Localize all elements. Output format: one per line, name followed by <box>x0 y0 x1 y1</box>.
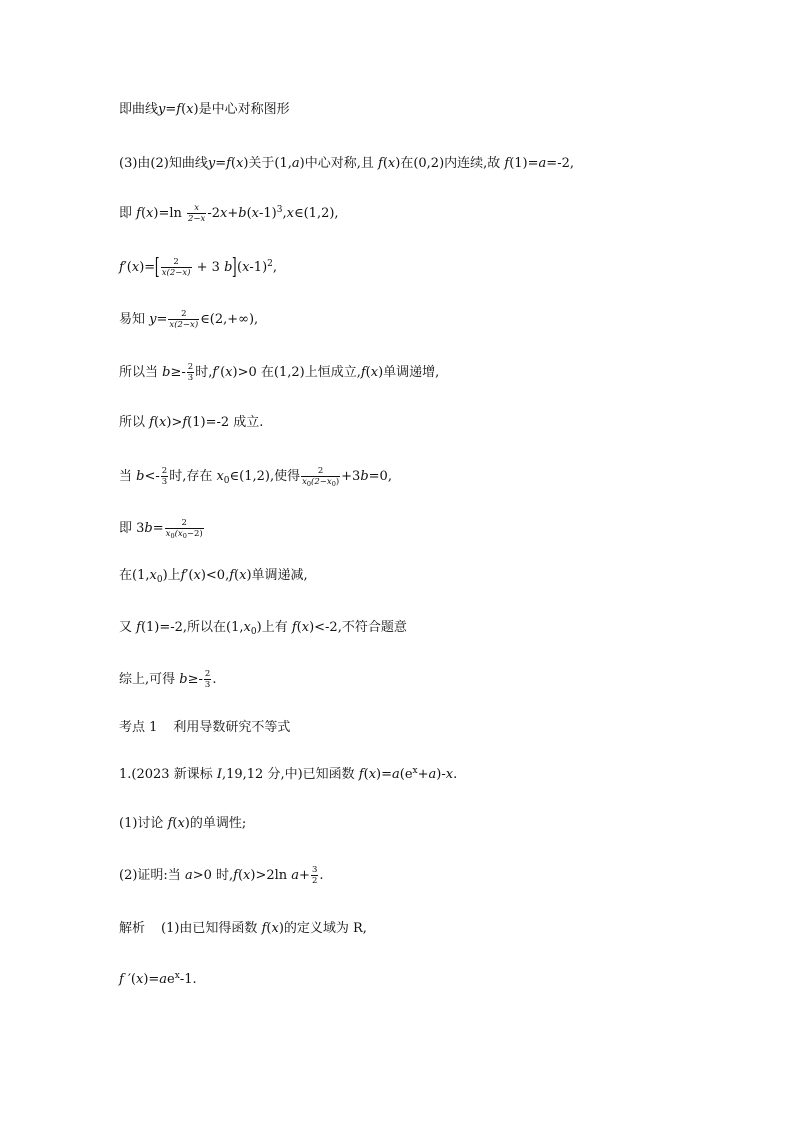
text: )上 <box>162 568 181 583</box>
var: f <box>180 568 186 583</box>
numerator: 2 <box>181 309 187 319</box>
text: )单调递减, <box>246 568 308 583</box>
solution-intro <box>119 920 367 938</box>
var: b <box>224 260 233 275</box>
text: (3)由(2)知曲线 <box>119 156 208 171</box>
var: f <box>504 156 510 171</box>
var: a <box>538 156 547 171</box>
var: x <box>286 206 294 221</box>
text: = <box>215 156 227 171</box>
text: )- <box>436 767 446 782</box>
text: ( <box>172 816 178 831</box>
text: ( <box>140 206 147 221</box>
var: a <box>159 972 168 987</box>
var: a <box>291 156 300 171</box>
text: )关于(1, <box>243 156 292 171</box>
text: (2)证明:当 <box>119 868 185 883</box>
var: x <box>220 206 228 221</box>
text: =0, <box>368 469 392 484</box>
text: = <box>152 521 164 536</box>
var: x <box>135 972 144 987</box>
var: x <box>165 529 171 539</box>
solution-label: 解析 <box>119 921 146 936</box>
var: x <box>216 469 224 484</box>
var: x <box>177 816 185 831</box>
var: y <box>207 156 216 171</box>
text: + 3 <box>192 260 225 275</box>
var: f <box>119 260 124 275</box>
denominator: x(2−x) <box>169 320 199 330</box>
text: )= <box>139 260 156 275</box>
text: ≥- <box>170 365 186 380</box>
text: −2) <box>186 529 203 539</box>
section-number: 考点 1 <box>119 720 158 735</box>
var: f <box>167 816 173 831</box>
var: f <box>212 365 218 380</box>
text: +3 <box>341 469 361 484</box>
text: , <box>282 206 287 221</box>
fraction <box>161 466 168 487</box>
text: 在(1, <box>119 568 150 583</box>
text-line-7 <box>119 414 263 432</box>
var: x <box>159 415 167 430</box>
text: ≥- <box>187 672 203 687</box>
numerator: 3 <box>311 865 318 875</box>
text: = <box>165 102 177 117</box>
var: x <box>243 620 251 635</box>
text-line-4 <box>119 254 278 280</box>
text-line-8 <box>119 466 392 487</box>
text: -1. <box>179 972 197 987</box>
text: ( <box>153 415 160 430</box>
text: ( <box>230 156 236 171</box>
var: f <box>229 568 235 583</box>
var: f <box>360 365 366 380</box>
text-line-12 <box>119 669 216 690</box>
var: a <box>184 868 193 883</box>
var: a <box>291 868 300 883</box>
var: b <box>162 365 171 380</box>
question-2 <box>119 865 324 886</box>
subscript: 0 <box>182 532 187 540</box>
text: = <box>156 312 168 327</box>
var: (2−x <box>311 477 332 487</box>
text: ( <box>246 206 252 221</box>
var: x <box>301 620 310 635</box>
text: =-2, <box>546 156 574 171</box>
text: )单调递增, <box>378 365 440 380</box>
var: x <box>243 868 251 883</box>
var: x <box>236 156 244 171</box>
exponent: x <box>174 971 180 981</box>
text: -1) <box>259 206 277 221</box>
text: + <box>227 206 239 221</box>
var: x <box>445 767 454 782</box>
denominator <box>165 528 204 539</box>
text: )>2ln <box>250 868 292 883</box>
text: )<-2,不符合题意 <box>309 620 407 635</box>
var: a <box>428 767 437 782</box>
var: x <box>225 365 233 380</box>
subscript: 0 <box>170 532 175 540</box>
text: ( <box>181 102 187 117</box>
text: + <box>417 767 429 782</box>
text: ′( <box>123 972 136 987</box>
fraction <box>187 362 194 383</box>
text-line-9 <box>119 518 205 539</box>
text: )中心对称,且 <box>299 156 379 171</box>
text: )> <box>166 415 183 430</box>
text: >0 时, <box>192 868 234 883</box>
problem-statement <box>119 766 457 784</box>
derivative-line <box>119 971 197 989</box>
text: -2 <box>207 206 221 221</box>
var: f <box>291 620 297 635</box>
text-line-10 <box>119 567 308 585</box>
section-heading <box>119 719 290 737</box>
var: b <box>238 206 247 221</box>
var: f <box>149 415 154 430</box>
var: x <box>131 260 140 275</box>
denominator: 3 <box>161 477 168 487</box>
text: )的定义域为 R, <box>278 921 367 936</box>
var: x <box>186 102 194 117</box>
text: )在(0,2)内连续,故 <box>395 156 505 171</box>
text: 易知 <box>119 312 150 327</box>
var: x <box>146 206 154 221</box>
fraction <box>204 669 211 690</box>
denominator: 3 <box>204 680 211 690</box>
fraction <box>301 466 340 487</box>
fraction <box>165 518 204 539</box>
text: ) <box>335 477 340 487</box>
text: , <box>272 260 278 275</box>
text: 综上,可得 <box>119 672 180 687</box>
text: )是中心对称图形 <box>193 102 290 117</box>
text: )>0 在(1,2)上恒成立, <box>232 365 361 380</box>
var: f <box>226 156 231 171</box>
text: (1)=-2,所以在(1, <box>140 620 244 635</box>
fraction <box>161 257 192 278</box>
var: y <box>149 312 157 327</box>
text: 所以当 <box>119 365 163 380</box>
text: 即 <box>119 206 137 221</box>
exponent: x <box>412 766 418 776</box>
text: )= <box>376 767 392 782</box>
text: ( <box>237 868 244 883</box>
numerator: 2 <box>317 466 324 476</box>
text: ( <box>363 767 369 782</box>
subscript: 0 <box>306 480 312 488</box>
var: x <box>149 568 157 583</box>
text-line-11 <box>119 619 407 637</box>
numerator: 2 <box>187 362 194 372</box>
var: b <box>360 469 369 484</box>
question-1 <box>119 815 246 833</box>
text: . <box>212 672 217 687</box>
text: 时,存在 <box>169 469 217 484</box>
numerator: 2 <box>161 466 168 476</box>
var: b <box>144 521 153 536</box>
text-line-3 <box>119 203 339 224</box>
text-line-6 <box>119 362 439 383</box>
denominator: x(2−x) <box>161 268 191 278</box>
text: ∈(2,+∞), <box>200 312 259 327</box>
text-line-2 <box>119 155 574 173</box>
text: 1.(2023 新课标 <box>119 767 217 782</box>
text: e <box>167 972 175 987</box>
var: f <box>176 102 182 117</box>
text: )的单调性; <box>184 816 247 831</box>
text-line-5 <box>119 309 258 330</box>
denominator: 2 <box>311 876 318 886</box>
var: x <box>387 156 396 171</box>
roman-numeral: Ⅰ <box>216 767 222 782</box>
text: (1)= <box>509 156 539 171</box>
text: 当 <box>119 469 137 484</box>
subscript: 0 <box>223 476 230 486</box>
numerator: x <box>194 203 200 213</box>
fraction <box>187 203 206 224</box>
var: x <box>239 568 247 583</box>
var: b <box>179 672 188 687</box>
var: y <box>158 102 166 117</box>
fraction <box>168 309 199 330</box>
text: ,19,12 分,中)已知函数 <box>221 767 359 782</box>
text: ( <box>234 568 240 583</box>
text: (1)=-2 成立. <box>187 415 264 430</box>
text: ( <box>266 921 272 936</box>
subscript: 0 <box>156 575 163 585</box>
var: f <box>233 868 238 883</box>
numerator: 2 <box>173 257 179 267</box>
var: x <box>370 365 379 380</box>
left-bracket: [ <box>155 254 160 280</box>
var: x <box>251 206 260 221</box>
denominator <box>301 476 340 487</box>
text: )<0, <box>200 568 230 583</box>
var: f <box>358 767 364 782</box>
text: . <box>319 868 324 883</box>
text: ( <box>365 365 371 380</box>
var: x <box>193 568 201 583</box>
text: (e <box>399 767 413 782</box>
var: f <box>261 921 267 936</box>
text: (1)讨论 <box>119 816 168 831</box>
section-title: 利用导数研究不等式 <box>173 720 291 735</box>
var: x <box>271 921 279 936</box>
var: f <box>136 206 141 221</box>
text: ′( <box>217 365 226 380</box>
subscript: 0 <box>331 480 336 488</box>
text-line-1 <box>119 101 290 119</box>
numerator: 2 <box>181 518 187 528</box>
var: f <box>119 972 124 987</box>
text: + <box>299 868 310 883</box>
var: x <box>302 477 307 487</box>
text: ′( <box>185 568 194 583</box>
var: f <box>378 156 383 171</box>
text: ( <box>236 260 243 275</box>
denominator: 2−x <box>188 214 206 224</box>
text: ( <box>296 620 302 635</box>
text: . <box>453 767 458 782</box>
var: b <box>136 469 145 484</box>
numerator: 2 <box>204 669 211 679</box>
fraction <box>311 865 318 886</box>
var: f <box>136 620 141 635</box>
var: a <box>392 767 400 782</box>
exponent: 3 <box>276 205 283 215</box>
text: ′( <box>123 260 132 275</box>
text: 时, <box>195 365 213 380</box>
text: 即 3 <box>119 521 145 536</box>
text: ( <box>382 156 388 171</box>
text: 所以 <box>119 415 150 430</box>
text: )= <box>143 972 160 987</box>
right-bracket: ] <box>232 254 238 280</box>
text: ∈(1,2), <box>293 206 339 221</box>
var: (x <box>174 529 183 539</box>
text: (1)由已知得函数 <box>161 921 262 936</box>
var: x <box>242 260 250 275</box>
exponent: 2 <box>267 259 273 269</box>
text: <- <box>144 469 160 484</box>
text: )上有 <box>256 620 292 635</box>
text: -1) <box>249 260 268 275</box>
text: 即曲线 <box>119 102 159 117</box>
var: f <box>182 415 188 430</box>
var: x <box>368 767 377 782</box>
denominator: 3 <box>187 373 194 383</box>
text: 又 <box>119 620 137 635</box>
text: )=ln <box>153 206 187 221</box>
text: ∈(1,2),使得 <box>229 469 301 484</box>
subscript: 0 <box>250 627 257 637</box>
